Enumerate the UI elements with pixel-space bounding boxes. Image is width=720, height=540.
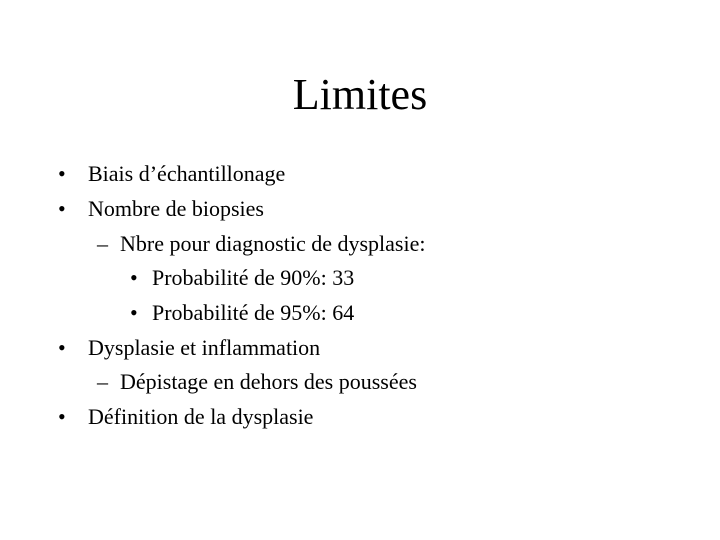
bullet-marker: • <box>58 404 66 429</box>
sub-bullet-text: Nbre pour diagnostic de dysplasie: <box>120 231 426 256</box>
dash-marker: – <box>97 369 108 394</box>
sub-sub-bullet-text: Probabilité de 95%: 64 <box>152 300 355 325</box>
bullet-marker: • <box>58 161 66 186</box>
bullet-text: Nombre de biopsies <box>88 196 264 221</box>
bullet-marker: • <box>58 196 66 221</box>
slide-title <box>0 70 720 120</box>
bullet-marker: • <box>130 300 138 325</box>
dash-marker: – <box>97 231 108 256</box>
bullet-text: Biais d’échantillonage <box>88 161 286 186</box>
bullet-marker: • <box>130 265 138 290</box>
slide-title-text: Limites <box>292 70 428 119</box>
bullet-text: Dysplasie et inflammation <box>88 335 321 360</box>
sub-bullet-text: Dépistage en dehors des poussées <box>120 369 417 394</box>
bullet-text: Définition de la dysplasie <box>88 404 314 429</box>
sub-sub-bullet-text: Probabilité de 90%: 33 <box>152 265 355 290</box>
bullet-marker: • <box>58 335 66 360</box>
